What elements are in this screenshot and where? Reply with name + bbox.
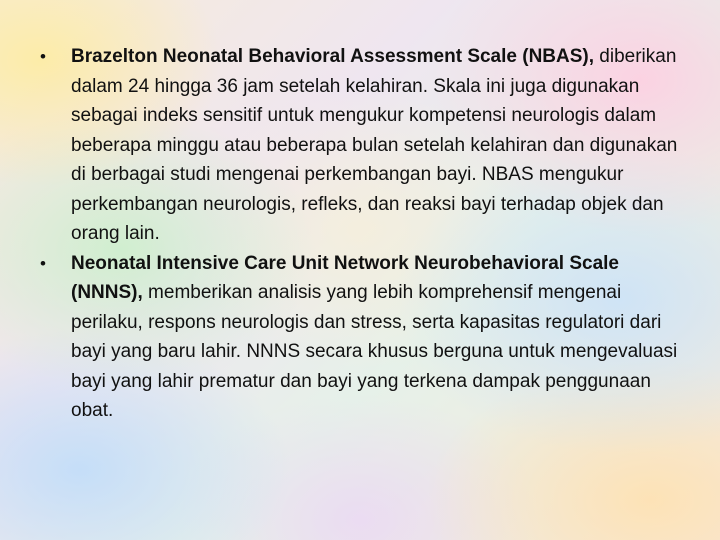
bullet-icon: •: [40, 253, 46, 273]
bullet-text: diberikan dalam 24 hingga 36 jam setelah kelahiran. Skala ini juga digunakan sebagai indeks sensitif untuk mengukur kompetensi neurologis dalam beberapa minggu atau beberapa bulan setelah kelahiran dan digunakan di berbagai studi mengenai perkembangan bayi. NBAS mengukur perkembangan neurologis, refleks, dan reaksi bayi terhadap objek dan orang lain.: [71, 46, 678, 244]
slide-content: [38, 42, 688, 426]
bullet-icon: •: [40, 47, 46, 66]
bullet-item-nbas: [38, 42, 688, 249]
bullet-term: Brazelton Neonatal Behavioral Assessment Scale (NBAS),: [71, 46, 595, 67]
bullet-term: Neonatal Intensive Care Unit Network Neurobehavioral Scale (NNNS),: [71, 252, 620, 303]
bullet-list: [38, 42, 688, 426]
bullet-item-nnns: [38, 249, 688, 426]
bullet-text: memberikan analisis yang lebih komprehensif mengenai perilaku, respons neurologis dan stress, serta kapasitas regulatori dari bayi yang baru lahir. NNNS secara khusus berguna untuk mengevaluasi bayi yang lahir prematur dan bayi yang terkena dampak penggunaan obat.: [71, 282, 678, 421]
